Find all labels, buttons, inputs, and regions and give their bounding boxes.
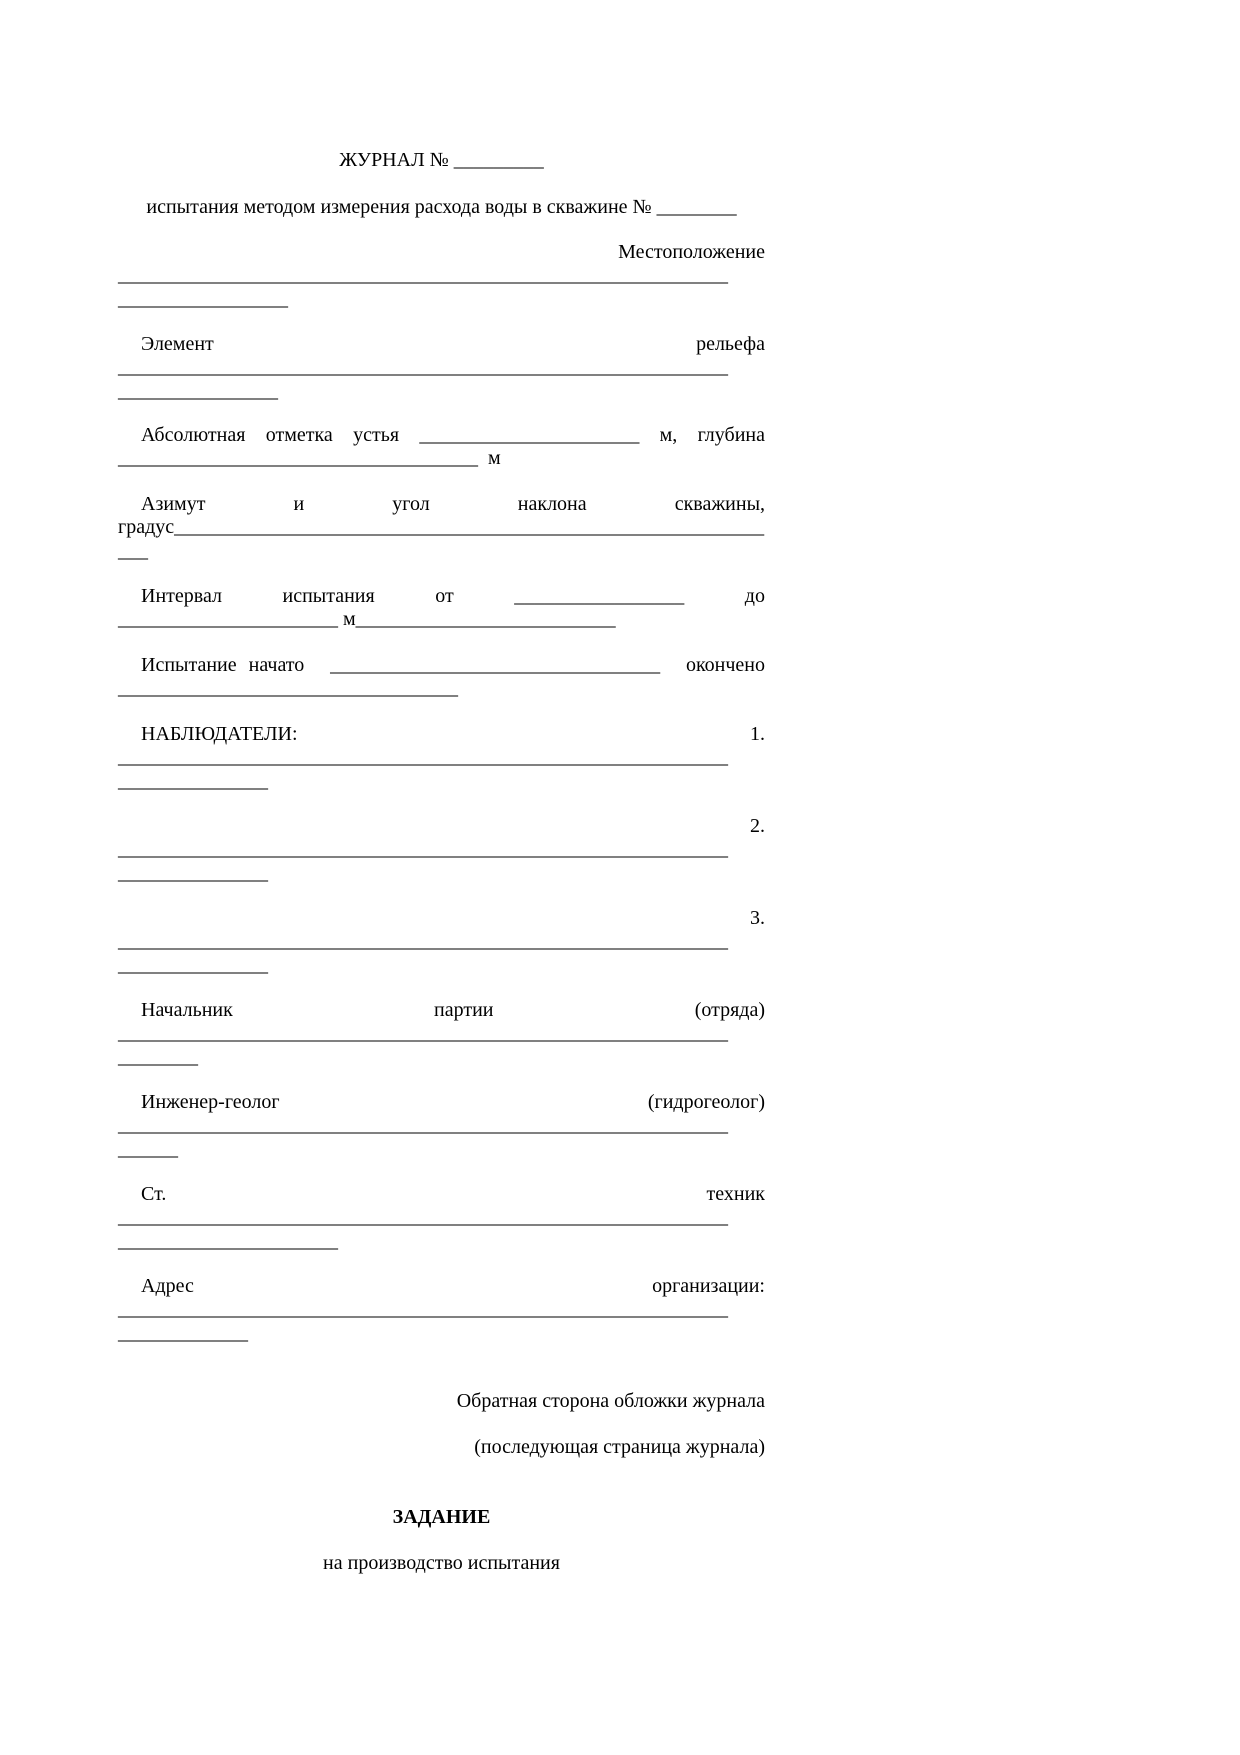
address-row [141,1274,765,1298]
observer-2-line[interactable]: _____________________________________________________________ [118,838,728,860]
interval-from-blank[interactable]: _________________ [514,585,685,607]
engineer-word-1: Инженер-геолог [141,1091,280,1113]
azimuth-word-5: скважины, [674,493,765,515]
test-finished-word: окончено [685,654,765,676]
azimuth-row [141,492,765,516]
depth-line[interactable]: ____________________________________ [118,447,478,469]
address-line-continued[interactable]: _____________ [118,1322,248,1344]
location-label: Местоположение [618,241,765,263]
technician-row [141,1182,765,1206]
observer-1-line[interactable]: _____________________________________________________________ [118,746,728,768]
interval-word-4: до [744,585,765,607]
depth-unit: м [488,447,501,469]
interval-word-1: Интервал [141,585,222,607]
observer-1-line-continued[interactable]: _______________ [118,770,268,792]
chief-word-3: (отряда) [694,999,765,1021]
back-cover-caption: Обратная сторона обложки журнала [456,1390,765,1412]
technician-line-continued[interactable]: ______________________ [118,1230,338,1252]
interval-row [141,584,765,608]
technician-word-2: техник [706,1183,765,1205]
observer-3-number: 3. [750,907,765,929]
abs-mark-word: Абсолютная [141,424,246,446]
engineer-line[interactable]: _____________________________________________________________ [118,1114,728,1136]
task-subheading: на производство испытания [323,1552,560,1574]
address-line[interactable]: _____________________________________________________________ [118,1298,728,1320]
abs-mark-word-2: отметка [265,424,333,446]
relief-line-continued[interactable]: ________________ [118,380,278,402]
abs-mark-blank[interactable]: ______________________ [419,424,640,446]
engineer-word-2: (гидрогеолог) [647,1091,765,1113]
test-started-word: Испытание [141,654,237,676]
test-finished-line[interactable]: __________________________________ [118,677,458,699]
relief-label-row [141,332,765,356]
relief-line[interactable]: _____________________________________________________________ [118,356,728,378]
observer-3-line-continued[interactable]: _______________ [118,954,268,976]
interval-to-line[interactable]: ______________________ м__________________________ [118,608,616,630]
chief-word-2: партии [434,999,494,1021]
observers-row [141,722,765,746]
location-line[interactable]: _____________________________________________________________ [118,264,728,286]
depth-word: глубина [697,424,765,446]
depth-blank[interactable] [118,446,501,470]
chief-line-continued[interactable]: ________ [118,1046,198,1068]
observers-label: НАБЛЮДАТЕЛИ: [141,723,298,745]
address-word-1: Адрес [141,1275,194,1297]
back-cover-subcaption: (последующая страница журнала) [474,1436,765,1458]
azimuth-line[interactable]: градус___________________________________________________________ [118,516,765,538]
abs-mark-word-3: устья [353,424,400,446]
journal-title: ЖУРНАЛ № _________ [339,149,544,171]
azimuth-word-4: наклона [517,493,587,515]
relief-word: рельефа [696,333,765,355]
interval-word-3: от [435,585,454,607]
technician-word-1: Ст. [141,1183,167,1205]
test-started-blank[interactable]: _________________________________ [330,654,661,676]
engineer-row [141,1090,765,1114]
observer-1-number: 1. [750,723,765,745]
test-started-word-2: начато [248,654,305,676]
azimuth-word-2: и [293,493,305,515]
abs-mark-row [141,423,765,447]
azimuth-line-continued[interactable]: ___ [118,540,148,562]
observer-2-number: 2. [750,815,765,837]
observer-2-line-continued[interactable]: _______________ [118,862,268,884]
location-line-continued[interactable]: _________________ [118,288,288,310]
observer-3-line[interactable]: _____________________________________________________________ [118,930,728,952]
journal-subtitle: испытания методом измерения расхода воды в скважине № ________ [146,196,737,218]
relief-element-word: Элемент [141,333,214,355]
abs-mark-unit: м, [659,424,678,446]
interval-word-2: испытания [282,585,375,607]
engineer-line-continued[interactable]: ______ [118,1138,178,1160]
task-heading: ЗАДАНИЕ [392,1506,491,1528]
azimuth-word-1: Азимут [141,493,206,515]
chief-row [141,998,765,1022]
address-word-2: организации: [652,1275,765,1297]
chief-line[interactable]: _____________________________________________________________ [118,1022,728,1044]
azimuth-word-3: угол [392,493,430,515]
test-row [141,653,765,677]
chief-word-1: Начальник [141,999,233,1021]
technician-line[interactable]: _____________________________________________________________ [118,1206,728,1228]
